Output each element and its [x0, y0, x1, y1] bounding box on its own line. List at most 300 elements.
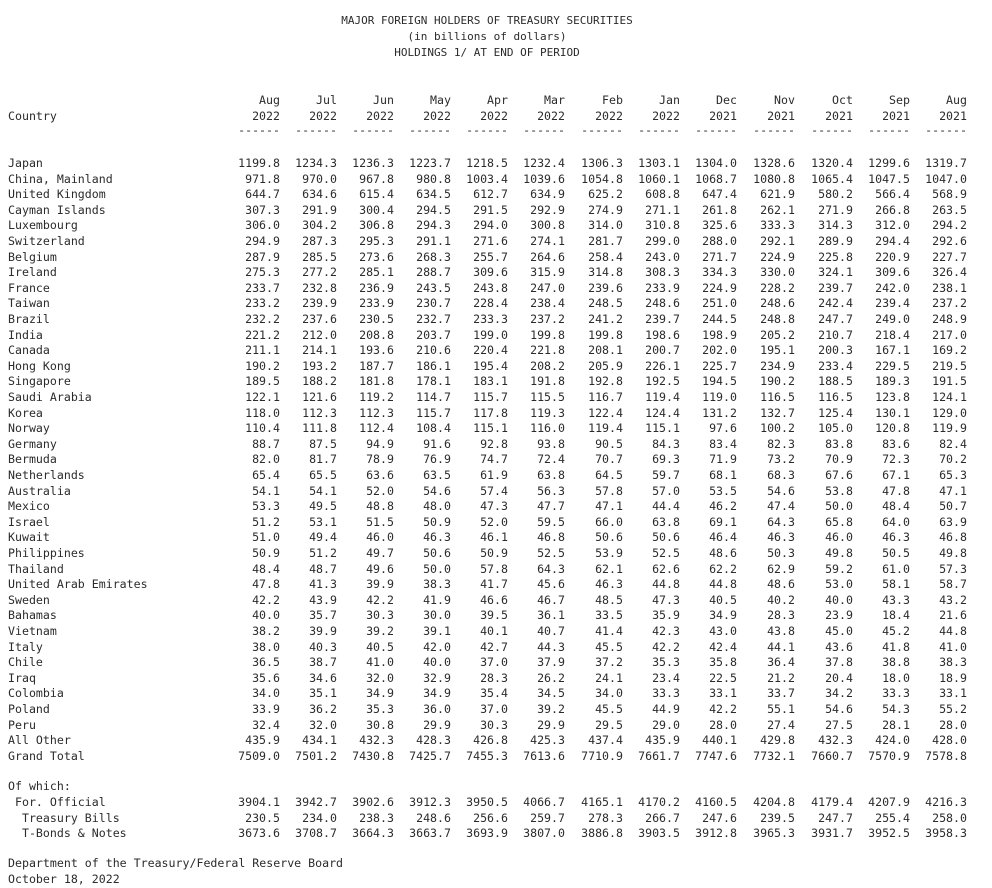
column-header-year: 2022 — [309, 109, 337, 123]
subtotal-value: 278.3 — [588, 811, 623, 825]
holding-value: 62.1 — [595, 562, 623, 576]
holding-value: 49.4 — [309, 530, 337, 544]
holding-value: 58.1 — [882, 577, 910, 591]
holding-value: 39.9 — [309, 624, 337, 638]
holding-value: 203.7 — [416, 328, 451, 342]
holding-value: 65.4 — [252, 468, 280, 482]
holding-value: 237.2 — [530, 312, 565, 326]
holding-value: 44.3 — [537, 640, 565, 654]
holding-value: 47.3 — [652, 593, 680, 607]
subtotal-value: 3807.0 — [523, 826, 565, 840]
holding-value: 36.5 — [252, 655, 280, 669]
holding-value: 271.6 — [473, 234, 508, 248]
holding-value: 34.9 — [709, 608, 737, 622]
holding-value: 48.8 — [366, 499, 394, 513]
holding-value: 27.4 — [767, 718, 795, 732]
holding-value: 37.9 — [537, 655, 565, 669]
holding-value: 1223.7 — [409, 156, 451, 170]
subtotal-value: 238.3 — [359, 811, 394, 825]
holding-value: 287.9 — [245, 250, 280, 264]
holding-value: 1199.8 — [238, 156, 280, 170]
holding-value: 115.1 — [645, 421, 680, 435]
holding-value: 239.7 — [645, 312, 680, 326]
holding-value: 243.0 — [645, 250, 680, 264]
subtotal-value: 3912.3 — [409, 795, 451, 809]
holding-value: 212.0 — [302, 328, 337, 342]
holding-value: 20.4 — [825, 671, 853, 685]
holding-value: 57.0 — [652, 484, 680, 498]
holding-value: 32.4 — [252, 718, 280, 732]
holding-value: 634.6 — [302, 187, 337, 201]
subtotal-value: 3952.5 — [868, 826, 910, 840]
holding-value: 33.9 — [252, 702, 280, 716]
holding-value: 63.5 — [423, 468, 451, 482]
holding-value: 36.0 — [423, 702, 451, 716]
holding-value: 191.5 — [932, 374, 967, 388]
holding-value: 314.0 — [588, 218, 623, 232]
holding-value: 205.2 — [760, 328, 795, 342]
holding-value: 288.0 — [702, 234, 737, 248]
subtotal-value: 3912.8 — [695, 826, 737, 840]
holding-value: 45.0 — [825, 624, 853, 638]
holding-value: 195.4 — [473, 359, 508, 373]
holding-value: 42.2 — [366, 593, 394, 607]
holding-value: 63.8 — [537, 468, 565, 482]
holding-value: 187.7 — [359, 359, 394, 373]
holding-value: 424.0 — [875, 733, 910, 747]
holding-value: 568.9 — [932, 187, 967, 201]
holding-value: 233.9 — [359, 296, 394, 310]
holding-value: 202.0 — [702, 343, 737, 357]
country-name: Mexico — [8, 499, 50, 513]
holding-value: 108.4 — [416, 421, 451, 435]
holding-value: 51.2 — [252, 515, 280, 529]
holding-value: 234.9 — [760, 359, 795, 373]
holding-value: 34.9 — [366, 686, 394, 700]
holding-value: 130.1 — [875, 406, 910, 420]
subtotal-value: 3958.3 — [925, 826, 967, 840]
holding-value: 49.8 — [825, 546, 853, 560]
holding-value: 1065.4 — [811, 172, 853, 186]
holding-value: 57.8 — [480, 562, 508, 576]
holding-value: 122.4 — [588, 406, 623, 420]
subtotal-value: 3693.9 — [466, 826, 508, 840]
country-name: Iraq — [8, 671, 36, 685]
country-name: Taiwan — [8, 296, 50, 310]
holding-value: 65.8 — [825, 515, 853, 529]
holding-value: 243.8 — [473, 281, 508, 295]
holding-value: 115.1 — [473, 421, 508, 435]
holding-value: 294.0 — [473, 218, 508, 232]
holding-value: 426.8 — [473, 733, 508, 747]
holding-value: 64.5 — [595, 468, 623, 482]
holding-value: 634.5 — [416, 187, 451, 201]
subtotal-value: 4165.1 — [581, 795, 623, 809]
holding-value: 43.6 — [825, 640, 853, 654]
header-rule: ------ — [581, 123, 623, 137]
holding-value: 34.9 — [423, 686, 451, 700]
holding-value: 315.9 — [530, 265, 565, 279]
holding-value: 35.8 — [709, 655, 737, 669]
holding-value: 232.7 — [416, 312, 451, 326]
subtotal-value: 3904.1 — [238, 795, 280, 809]
holding-value: 306.8 — [359, 218, 394, 232]
country-name: France — [8, 281, 50, 295]
holding-value: 56.3 — [537, 484, 565, 498]
holding-value: 50.6 — [595, 530, 623, 544]
header-rule: ------ — [466, 123, 508, 137]
holding-value: 34.5 — [537, 686, 565, 700]
holding-value: 43.3 — [882, 593, 910, 607]
holding-value: 53.8 — [825, 484, 853, 498]
holding-value: 44.9 — [652, 702, 680, 716]
holding-value: 237.6 — [302, 312, 337, 326]
holding-value: 266.8 — [875, 203, 910, 217]
report-date: October 18, 2022 — [8, 872, 120, 886]
country-name: Bermuda — [8, 452, 57, 466]
holding-value: 23.4 — [652, 671, 680, 685]
column-header-month: Feb — [602, 93, 623, 107]
holding-value: 50.7 — [939, 499, 967, 513]
holding-value: 38.3 — [423, 577, 451, 591]
holding-value: 39.5 — [480, 608, 508, 622]
holding-value: 248.9 — [932, 312, 967, 326]
holding-value: 36.1 — [537, 608, 565, 622]
holding-value: 261.8 — [702, 203, 737, 217]
holding-value: 285.1 — [359, 265, 394, 279]
holding-value: 200.7 — [645, 343, 680, 357]
holding-value: 334.3 — [702, 265, 737, 279]
holding-value: 35.3 — [366, 702, 394, 716]
holding-value: 55.1 — [767, 702, 795, 716]
holding-value: 432.3 — [359, 733, 394, 747]
column-header-year: 2021 — [767, 109, 795, 123]
country-name: Peru — [8, 718, 36, 732]
country-name: India — [8, 328, 43, 342]
holding-value: 435.9 — [245, 733, 280, 747]
holding-value: 53.5 — [709, 484, 737, 498]
holding-value: 7660.7 — [811, 749, 853, 763]
holding-value: 228.4 — [473, 296, 508, 310]
holding-value: 7455.3 — [466, 749, 508, 763]
holding-value: 221.8 — [530, 343, 565, 357]
holding-value: 39.9 — [366, 577, 394, 591]
holding-value: 309.6 — [875, 265, 910, 279]
holding-value: 40.5 — [366, 640, 394, 654]
holding-value: 1047.5 — [868, 172, 910, 186]
holding-value: 91.6 — [423, 437, 451, 451]
holding-value: 7710.9 — [581, 749, 623, 763]
holding-value: 46.8 — [939, 530, 967, 544]
holding-value: 644.7 — [245, 187, 280, 201]
holding-value: 48.6 — [709, 546, 737, 560]
column-header-year: 2022 — [252, 109, 280, 123]
holding-value: 34.2 — [825, 686, 853, 700]
holding-value: 83.6 — [882, 437, 910, 451]
holding-value: 62.6 — [652, 562, 680, 576]
holding-value: 42.2 — [252, 593, 280, 607]
holding-value: 73.2 — [767, 452, 795, 466]
holding-value: 199.0 — [473, 328, 508, 342]
holding-value: 281.7 — [588, 234, 623, 248]
holding-value: 233.9 — [645, 281, 680, 295]
subtotal-label: For. Official — [8, 795, 106, 809]
holding-value: 230.7 — [416, 296, 451, 310]
column-header-month: Nov — [774, 93, 795, 107]
holding-value: 211.1 — [245, 343, 280, 357]
header-rule: ------ — [295, 123, 337, 137]
holding-value: 52.0 — [480, 515, 508, 529]
holding-value: 100.2 — [760, 421, 795, 435]
subtotal-value: 3942.7 — [295, 795, 337, 809]
holding-value: 105.0 — [818, 421, 853, 435]
holding-value: 45.5 — [595, 702, 623, 716]
holding-value: 40.3 — [309, 640, 337, 654]
holding-value: 258.4 — [588, 250, 623, 264]
holding-value: 192.5 — [645, 374, 680, 388]
country-name: Italy — [8, 640, 43, 654]
holding-value: 35.6 — [252, 671, 280, 685]
holding-value: 41.3 — [309, 577, 337, 591]
holding-value: 612.7 — [473, 187, 508, 201]
holding-value: 294.4 — [875, 234, 910, 248]
holding-value: 61.0 — [882, 562, 910, 576]
holding-value: 59.7 — [652, 468, 680, 482]
holding-value: 116.7 — [588, 390, 623, 404]
country-name: Singapore — [8, 374, 71, 388]
holding-value: 428.0 — [932, 733, 967, 747]
holding-value: 1306.3 — [581, 156, 623, 170]
holding-value: 42.7 — [480, 640, 508, 654]
holding-value: 47.8 — [252, 577, 280, 591]
holding-value: 241.2 — [588, 312, 623, 326]
holding-value: 46.1 — [480, 530, 508, 544]
holding-value: 48.5 — [595, 593, 623, 607]
subtotal-value: 259.7 — [530, 811, 565, 825]
holding-value: 300.4 — [359, 203, 394, 217]
holding-value: 1003.4 — [466, 172, 508, 186]
country-name: Belgium — [8, 250, 57, 264]
holding-value: 29.9 — [423, 718, 451, 732]
report-subtitle-units: (in billions of dollars) — [407, 30, 567, 43]
holding-value: 93.8 — [537, 437, 565, 451]
subtotal-value: 4066.7 — [523, 795, 565, 809]
subtotal-value: 255.4 — [875, 811, 910, 825]
holding-value: 47.1 — [595, 499, 623, 513]
holding-value: 625.2 — [588, 187, 623, 201]
column-header-year: 2021 — [882, 109, 910, 123]
holding-value: 36.4 — [767, 655, 795, 669]
holding-value: 247.7 — [818, 312, 853, 326]
column-header-year: 2022 — [366, 109, 394, 123]
holding-value: 50.0 — [825, 499, 853, 513]
holding-value: 217.0 — [932, 328, 967, 342]
holding-value: 38.0 — [252, 640, 280, 654]
holding-value: 291.5 — [473, 203, 508, 217]
subtotal-value: 3931.7 — [811, 826, 853, 840]
holding-value: 47.8 — [882, 484, 910, 498]
holding-value: 64.3 — [767, 515, 795, 529]
holding-value: 54.3 — [882, 702, 910, 716]
holding-value: 304.2 — [302, 218, 337, 232]
holding-value: 40.0 — [423, 655, 451, 669]
holding-value: 195.1 — [760, 343, 795, 357]
holding-value: 224.9 — [702, 281, 737, 295]
country-name: Israel — [8, 515, 50, 529]
subtotal-value: 3664.3 — [352, 826, 394, 840]
holding-value: 48.4 — [882, 499, 910, 513]
holding-value: 68.1 — [709, 468, 737, 482]
holding-value: 232.2 — [245, 312, 280, 326]
holding-value: 277.2 — [302, 265, 337, 279]
holding-value: 67.6 — [825, 468, 853, 482]
holding-value: 51.0 — [252, 530, 280, 544]
holding-value: 18.9 — [939, 671, 967, 685]
holding-value: 251.0 — [702, 296, 737, 310]
subtotal-value: 247.7 — [818, 811, 853, 825]
holding-value: 242.4 — [818, 296, 853, 310]
holding-value: 621.9 — [760, 187, 795, 201]
holding-value: 49.6 — [366, 562, 394, 576]
subtotal-value: 256.6 — [473, 811, 508, 825]
holding-value: 210.6 — [416, 343, 451, 357]
country-name: Bahamas — [8, 608, 57, 622]
country-name: Netherlands — [8, 468, 85, 482]
holding-value: 189.3 — [875, 374, 910, 388]
header-rule: ------ — [925, 123, 967, 137]
holding-value: 188.5 — [818, 374, 853, 388]
holding-value: 647.4 — [702, 187, 737, 201]
holding-value: 1080.8 — [753, 172, 795, 186]
holding-value: 28.3 — [767, 608, 795, 622]
country-name: Philippines — [8, 546, 85, 560]
holding-value: 226.1 — [645, 359, 680, 373]
holding-value: 7570.9 — [868, 749, 910, 763]
holding-value: 970.0 — [302, 172, 337, 186]
country-name: Hong Kong — [8, 359, 71, 373]
holding-value: 218.4 — [875, 328, 910, 342]
holding-value: 46.7 — [537, 593, 565, 607]
holding-value: 239.6 — [588, 281, 623, 295]
holding-value: 117.8 — [473, 406, 508, 420]
holding-value: 189.5 — [245, 374, 280, 388]
holding-value: 44.1 — [767, 640, 795, 654]
header-rule: ------ — [695, 123, 737, 137]
holding-value: 74.7 — [480, 452, 508, 466]
holding-value: 63.6 — [366, 468, 394, 482]
holding-value: 428.3 — [416, 733, 451, 747]
country-name: Vietnam — [8, 624, 57, 638]
holding-value: 81.7 — [309, 452, 337, 466]
header-rule: ------ — [238, 123, 280, 137]
holding-value: 7501.2 — [295, 749, 337, 763]
holding-value: 33.3 — [882, 686, 910, 700]
holding-value: 580.2 — [818, 187, 853, 201]
holding-value: 66.0 — [595, 515, 623, 529]
header-rule: ------ — [523, 123, 565, 137]
holding-value: 61.9 — [480, 468, 508, 482]
subtotal-value: 266.7 — [645, 811, 680, 825]
holding-value: 90.5 — [595, 437, 623, 451]
holding-value: 34.0 — [252, 686, 280, 700]
subtotal-value: 239.5 — [760, 811, 795, 825]
holding-value: 255.7 — [473, 250, 508, 264]
holding-value: 1328.6 — [753, 156, 795, 170]
holding-value: 238.1 — [932, 281, 967, 295]
holding-value: 84.3 — [652, 437, 680, 451]
holding-value: 54.6 — [825, 702, 853, 716]
country-name: Chile — [8, 655, 43, 669]
holding-value: 275.3 — [245, 265, 280, 279]
holding-value: 324.1 — [818, 265, 853, 279]
holding-value: 70.7 — [595, 452, 623, 466]
holding-value: 425.3 — [530, 733, 565, 747]
holding-value: 54.1 — [252, 484, 280, 498]
holding-value: 248.6 — [760, 296, 795, 310]
holding-value: 46.2 — [709, 499, 737, 513]
holding-value: 68.3 — [767, 468, 795, 482]
subtotal-value: 3903.5 — [638, 826, 680, 840]
holding-value: 1234.3 — [295, 156, 337, 170]
country-name: Ireland — [8, 265, 57, 279]
header-rule: ------ — [638, 123, 680, 137]
holding-value: 30.8 — [366, 718, 394, 732]
holding-value: 82.3 — [767, 437, 795, 451]
holding-value: 198.9 — [702, 328, 737, 342]
holding-value: 42.3 — [652, 624, 680, 638]
holding-value: 183.1 — [473, 374, 508, 388]
holding-value: 49.8 — [939, 546, 967, 560]
holding-value: 97.6 — [709, 421, 737, 435]
holding-value: 48.6 — [767, 577, 795, 591]
holding-value: 287.3 — [302, 234, 337, 248]
holding-value: 53.0 — [825, 577, 853, 591]
holding-value: 120.8 — [875, 421, 910, 435]
holding-value: 112.4 — [359, 421, 394, 435]
holding-value: 125.4 — [818, 406, 853, 420]
holding-value: 53.1 — [309, 515, 337, 529]
holding-value: 219.5 — [932, 359, 967, 373]
holding-value: 295.3 — [359, 234, 394, 248]
holding-value: 333.3 — [760, 218, 795, 232]
header-rule: ------ — [409, 123, 451, 137]
subtotal-value: 4204.8 — [753, 795, 795, 809]
holding-value: 44.8 — [652, 577, 680, 591]
country-name: United Arab Emirates — [8, 577, 148, 591]
holding-value: 271.9 — [818, 203, 853, 217]
holding-value: 294.9 — [245, 234, 280, 248]
holding-value: 32.9 — [423, 671, 451, 685]
holding-value: 312.0 — [875, 218, 910, 232]
country-name: Saudi Arabia — [8, 390, 92, 404]
holding-value: 36.2 — [309, 702, 337, 716]
country-name: United Kingdom — [8, 187, 106, 201]
holding-value: 32.0 — [309, 718, 337, 732]
holding-value: 292.1 — [760, 234, 795, 248]
holding-value: 262.1 — [760, 203, 795, 217]
holding-value: 40.0 — [252, 608, 280, 622]
country-name: Kuwait — [8, 530, 50, 544]
report-title: MAJOR FOREIGN HOLDERS OF TREASURY SECURITIES — [341, 14, 633, 27]
holding-value: 28.3 — [480, 671, 508, 685]
subtotal-value: 3673.6 — [238, 826, 280, 840]
holding-value: 50.9 — [252, 546, 280, 560]
holding-value: 181.8 — [359, 374, 394, 388]
holding-value: 1236.3 — [352, 156, 394, 170]
holding-value: 1232.4 — [523, 156, 565, 170]
holding-value: 129.0 — [932, 406, 967, 420]
holding-value: 237.2 — [932, 296, 967, 310]
